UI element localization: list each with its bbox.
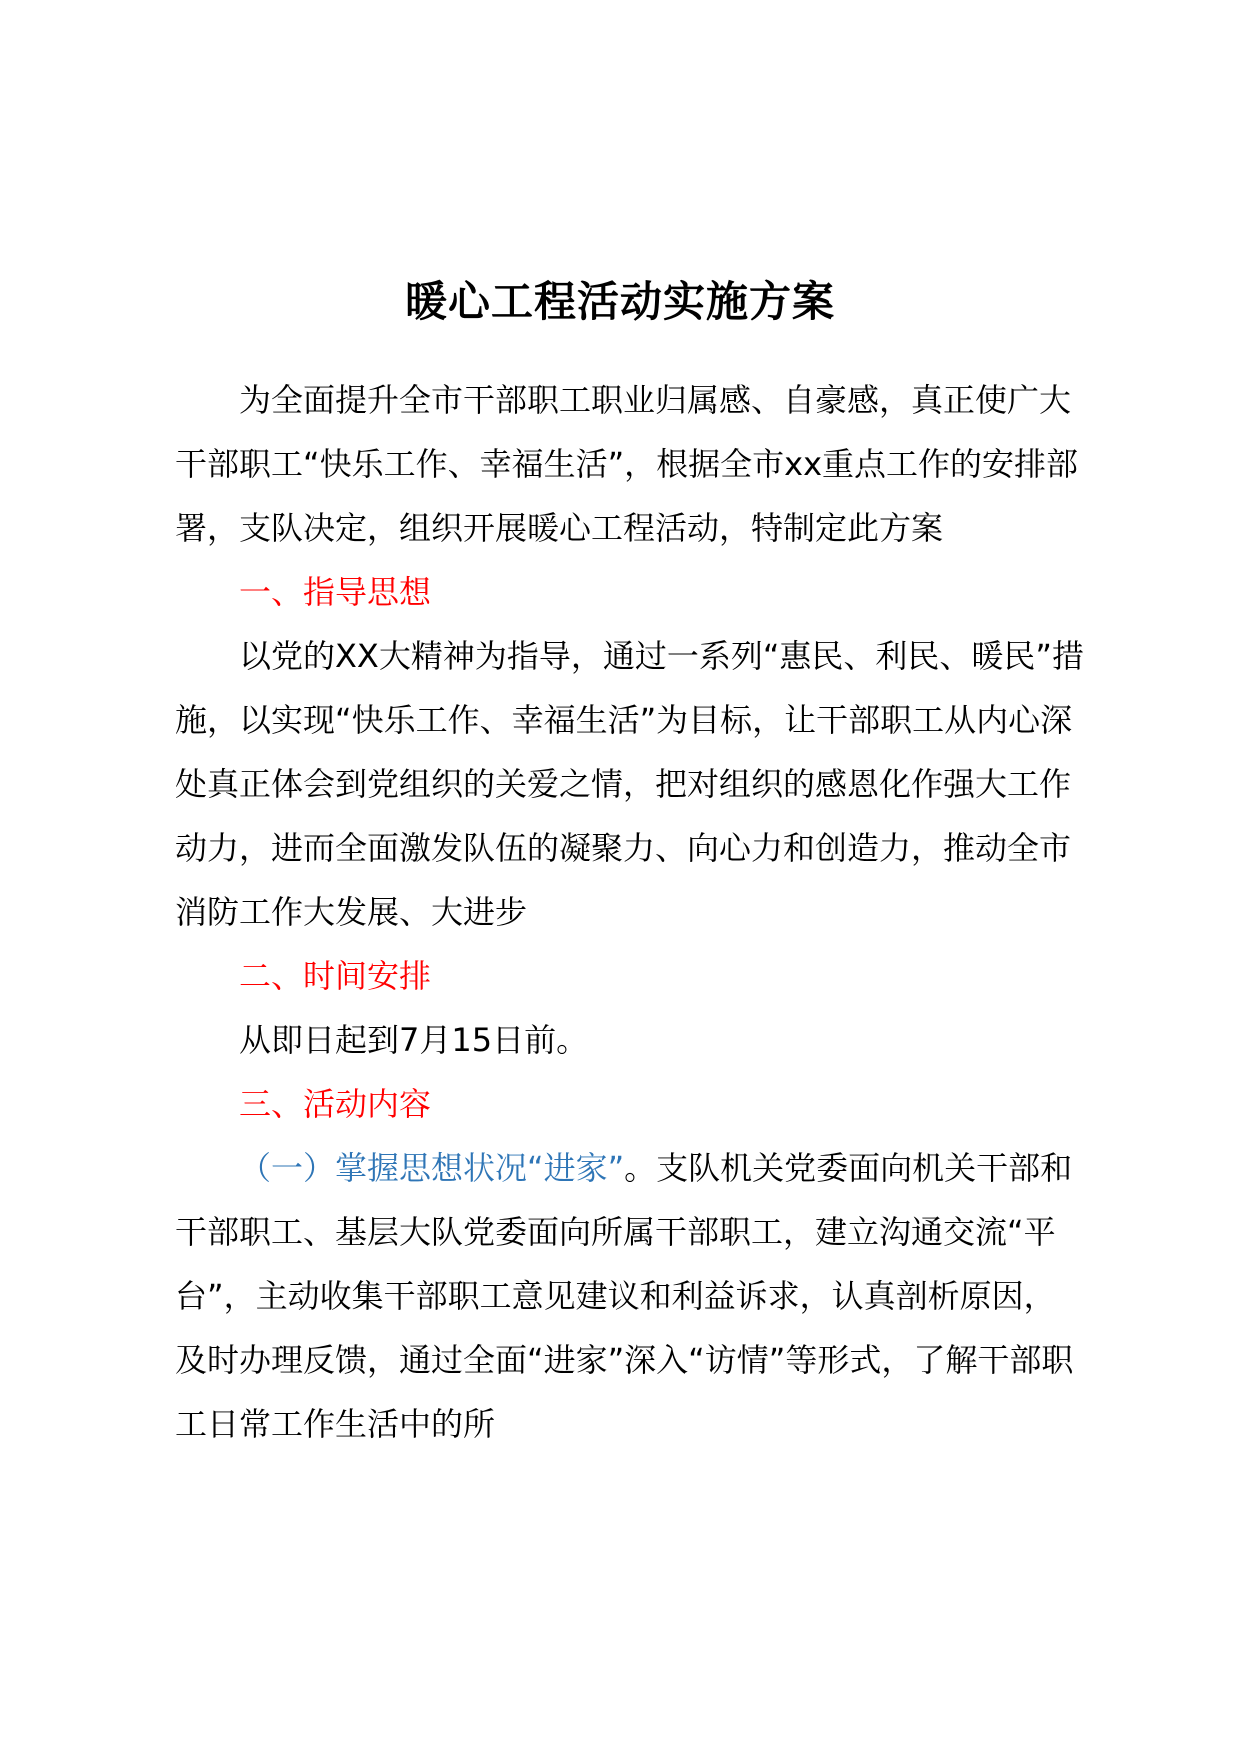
section-heading-guiding-thought: 一、指导思想	[239, 573, 432, 611]
guiding-thought-paragraph: 以党的XX大精神为指导，通过一系列“惠民、利民、暖民”措施，以实现“快乐工作、幸福生活”为目标，让干部职工从内心深处真正体会到党组织的关爱之情，把对组织的感恩化作强大工作动力，进而全面激发队伍的凝聚力、向心力和创造力，推动全市消防工作大发展、大进步	[175, 637, 1085, 931]
document-body	[175, 368, 1085, 1456]
schedule-paragraph: 从即日起到7月15日前。	[239, 1021, 589, 1059]
document-title: 暖心工程活动实施方案	[404, 277, 835, 326]
activity-paragraph-1	[175, 1136, 1085, 1456]
activity-subheading-1: （一）掌握思想状况“进家”	[239, 1149, 625, 1187]
activity-text-1: 。支队机关党委面向机关干部和干部职工、基层大队党委面向所属干部职工，建立沟通交流“平台”，主动收集干部职工意见建议和利益诉求，认真剖析原因，及时办理反馈，通过全面“进家”深入“访情”等形式，了解干部职工日常工作生活中的所	[175, 1149, 1074, 1443]
section-heading-activities: 三、活动内容	[239, 1085, 432, 1123]
intro-paragraph: 为全面提升全市干部职工职业归属感、自豪感，真正使广大干部职工“快乐工作、幸福生活”，根据全市xx重点工作的安排部署，支队决定，组织开展暖心工程活动，特制定此方案	[175, 381, 1079, 547]
section-heading-schedule: 二、时间安排	[239, 957, 432, 995]
